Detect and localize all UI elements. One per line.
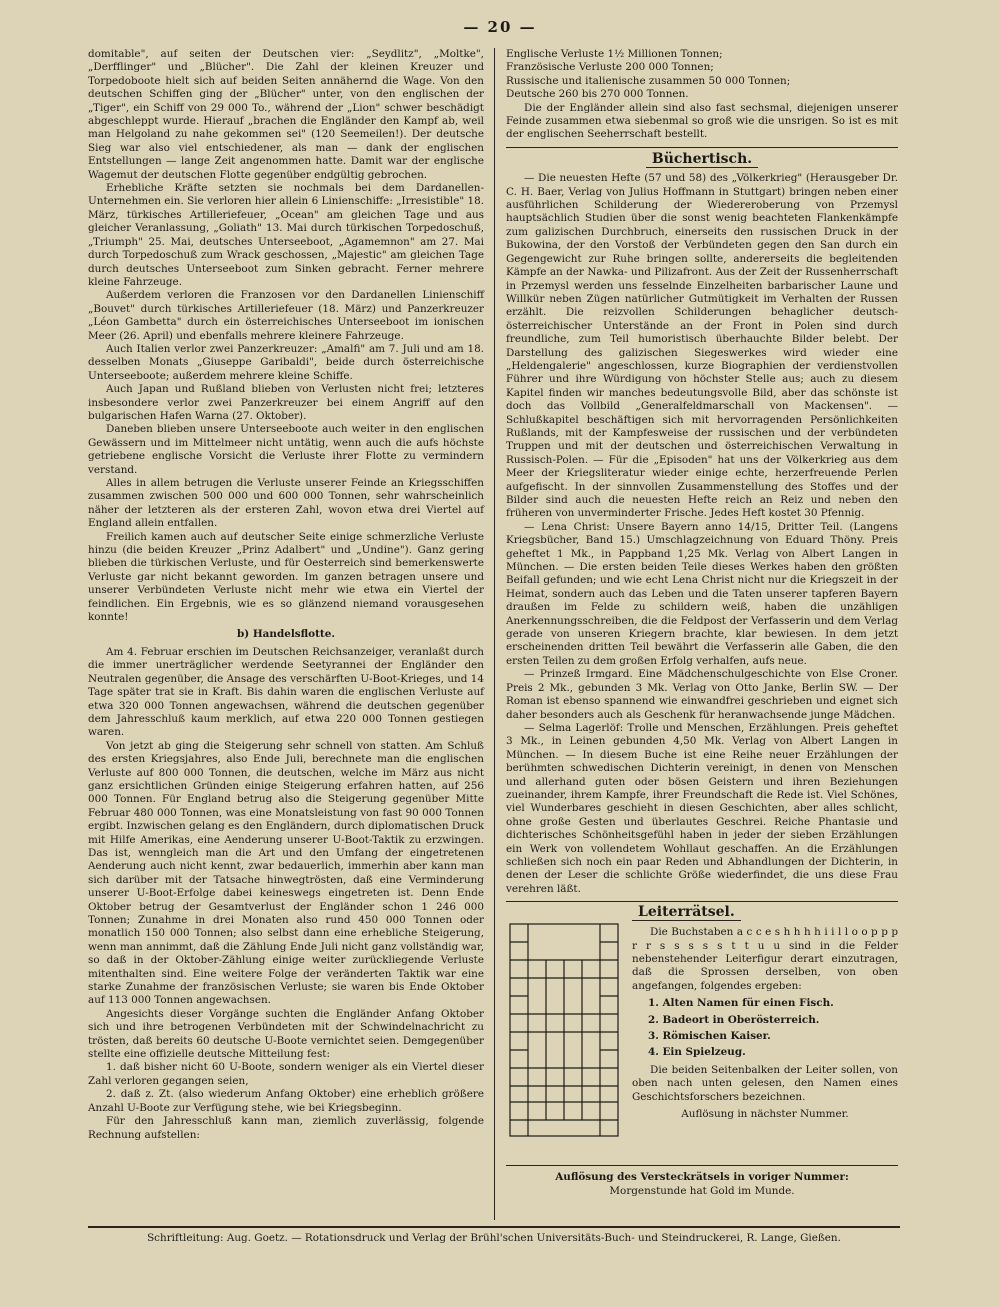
puzzle-clue: 4. Ein Spielzeug. [648, 1046, 746, 1059]
book-review: — Selma Lagerlöf: Trolle und Menschen, Erzählungen. Preis geheftet 3 Mk., in Leinen gebunden 4,50 Mk. Verlag von Albert Langen in München. — In diesem Buche ist eine Reihe neuer Erzählungen der berühmten schwedischen Dichterin vereinigt, in denen von Menschen und allerhand guten oder bösen Geistern und ihren Beziehungen zueinander, ihrem Kampfe, ihrer Freundschaft die Rede ist. Viel Schönes, viel Wunderbares geschieht in diesen Geschichten, aber alles schlicht, ohne große Gesten und überlautes Geschrei. Reiche Phantasie und dichterisches Schönheitsgefühl haben in jeder der sieben Erzählungen ein Werk von vollendetem Wohllaut geschaffen. An die Erzählungen schließen sich noch ein paar Reden und Abhandlungen der Dichterin, in denen der Leser die schlichte Größe wiederfindet, die uns diese Frau verehren läßt. [506, 721, 898, 895]
paragraph: Freilich kamen auch auf deutscher Seite einige schmerzliche Verluste hinzu (die beiden Kreuzer „Prinz Adalbert" und „Undine"). Ganz gering blieben die türkischen Verluste, und für Oesterreich sind bemerkenswerte Verluste gar nicht bekannt geworden. Im ganzen betragen unsere und unserer Verbündeten Verluste nicht mehr wie etwa ein Viertel der feindlichen. Ein Ergebnis, wie es so glänzend niemand vorausgesehen konnte! [88, 530, 484, 624]
paragraph: Von jetzt ab ging die Steigerung sehr schnell von statten. Am Schluß des ersten Kriegsjahres, also Ende Juli, berechnete man die englischen Verluste auf 800 000 Tonnen, die deutschen, welche im März aus nicht ganz ersichtlichen Gründen einige Steigerung erfahren hatten, auf 256 000 Tonnen. Für England betrug also die Steigerung gegenüber Mitte Februar 480 000 Tonnen, was eine Monatsleistung von fast 90 000 Tonnen ergibt. Inzwischen gelang es den Engländern, durch diplomatischen Druck mit Hilfe Amerikas, eine Aenderung unserer U-Boot-Taktik zu erzwingen. Das ist, wenngleich man die Art und den Umfang der eingetretenen Aenderung auch nicht kennt, zwar bedauerlich, immerhin aber kann man sich darüber mit der Tatsache hinwegtrösten, daß eine Verminderung unserer U-Boot-Erfolge dabei keineswegs eingetreten ist. Denn Ende Oktober betrug der Gesamtverlust der Engländer schon 1 246 000 Tonnen; Zunahme in drei Monaten also rund 450 000 Tonnen oder monatlich 150 000 Tonnen; also selbst dann eine erhebliche Steigerung, wenn man annimmt, daß die Zählung Ende Juli nicht ganz vollständig war, so daß in der Oktober-Zählung einige weiter zurückliegende Verluste mitenthalten sind. Eine weitere Folge der veränderten Taktik war eine starke Zunahme der französischen Verluste; sie waren bis Ende Oktober auf 113 000 Tonnen angewachsen. [88, 739, 484, 1007]
left-column [88, 48, 484, 1142]
previous-solution: Morgenstunde hat Gold im Munde. [609, 1184, 795, 1197]
solution-note: Auflösung in nächster Nummer. [681, 1108, 849, 1121]
paragraph: Auch Japan und Rußland blieben von Verlusten nicht frei; letzteres insbesondere verlor zwei Panzerkreuzer bei einem Angriff auf den bulgarischen Hafen Warna (27. Oktober). [88, 383, 484, 422]
puzzle-clue: 1. Alten Namen für einen Fisch. [648, 997, 834, 1010]
page-number: — 20 — [463, 18, 537, 36]
puzzle-heading [632, 906, 898, 919]
list-item: Deutsche 260 bis 270 000 Tonnen. [506, 88, 689, 101]
book-review: — Die neuesten Hefte (57 und 58) des „Völkerkrieg" (Herausgeber Dr. C. H. Baer, Verlag von Julius Hoffmann in Stuttgart) bringen neben einer ausführlichen Schilderung der Wiedereroberung von Przemysl hauptsächlich Studien über die sonst wenig beachteten Flankenkämpfe zum galizischen Durchbruch, einerseits den russischen Druck in der Bukowina, der den Vorstoß der Verbündeten gegen den San durch ein Gegengewicht zur Ruhe bringen sollte, andererseits die begleitenden Kämpfe an der Nawka- und Pilizafront. Aus der Zeit der Russenherrschaft in Przemysl werden uns fesselnde Einzelheiten barbarischer Laune und Willkür neben Zügen natürlicher Gutmütigkeit im Verhalten der Russen erzählt. Die reizvollen Schilderungen behaglicher deutsch-österreichischer Unterstände an der Front in Polen sind durch freundliche, zum Teil humoristisch überhauchte Bilder belebt. Der Darstellung des galizischen Siegeswerkes wird wieder eine „Heldengalerie" angeschlossen, kurze Biographien der verdienstvollen Führer und ihre Würdigung von höchster Stelle aus; auch zu diesem Kapitel finden wir manches bedeutungsvolle Bild, aber das schönste ist doch das Vollbild „Generalfeldmarschall von Mackensen". — Schlußkapitel beschäftigen sich mit hervorragenden Persönlichkeiten Rußlands, mit der Kampfesweise der russischen und der verbündeten Truppen und mit der deutschen und österreichischen Verwaltung in Russisch-Polen. — Für die „Episoden" hat uns der Völkerkrieg aus dem Meer der Kriegsliteratur wieder einige echte, herzerfreuende Perlen aufgefischt. In der sinnvollen Zusammenstellung des Stoffes und der Bilder sind auch die neuesten Hefte reich an Reiz und neben den früheren von unverminderter Frische. Jedes Heft kostet 30 Pfennig. [506, 172, 898, 520]
puzzle-intro: Die Buchstaben a c c e s h h h h i i l l o o p p p r r s s s s s t t u u sind in die Felder nebenstehender Leiterfigur derart einzutragen, daß die Sprossen derselben, von oben angefangen, folgendes ergeben: [632, 926, 898, 992]
paragraph: Für den Jahresschluß kann man, ziemlich zuverlässig, folgende Rechnung aufstellen: [88, 1115, 484, 1141]
paragraph: Am 4. Februar erschien im Deutschen Reichsanzeiger, veranlaßt durch die immer unerträglicher werdende Seetyrannei der Engländer den Neutralen gegenüber, die Ansage des verschärften U-Boot-Krieges, und 14 Tage später trat sie in Kraft. Bis dahin waren die englischen Verluste auf etwa 320 000 Tonnen angewachsen, während die deutschen gegenüber dem Jahresschluß kaum merklich, auf etwa 220 000 Tonnen gestiegen waren. [88, 645, 484, 739]
paragraph: Außerdem verloren die Franzosen vor den Dardanellen Linienschiff „Bouvet" durch türkisches Artilleriefeuer (18. März) und Panzerkreuzer „Léon Gambetta" durch ein österreichisches Unterseeboot im ionischen Meer (26. April) und ebenfalls mehrere kleinere Fahrzeuge. [88, 289, 484, 342]
puzzle-clue: 3. Römischen Kaiser. [648, 1030, 771, 1043]
section-heading: b) Handelsflotte. [237, 628, 335, 641]
paragraph: Angesichts dieser Vorgänge suchten die Engländer Anfang Oktober sich und ihre betrogenen Verbündeten mit der Schwindelnachricht zu trösten, daß bereits 60 deutsche U-Boote vernichtet seien. Demgegenüber stellte eine offizielle deutsche Mitteilung fest: [88, 1007, 484, 1061]
right-column [506, 48, 898, 1198]
paragraph: Auch Italien verlor zwei Panzerkreuzer: „Amalfi" am 7. Juli und am 18. desselben Monats „Giuseppe Garibaldi", beide durch österreichische Unterseeboote; außerdem mehrere kleine Schiffe. [88, 342, 484, 382]
books-heading [506, 150, 898, 167]
puzzle-section [506, 904, 898, 1160]
divider [506, 901, 898, 902]
column-divider [494, 48, 495, 1220]
divider [506, 147, 898, 148]
book-review: — Prinzeß Irmgard. Eine Mädchenschulgeschichte von Else Croner. Preis 2 Mk., gebunden 3 Mk. Verlag von Otto Janke, Berlin SW. — Der Roman ist ebenso spannend wie einwandfrei geschrieben und eignet sich daher besonders auch als Geschenk für heranwachsende junge Mädchen. [506, 668, 898, 721]
paragraph: Die der Engländer allein sind also fast sechsmal, diejenigen unserer Feinde zusammen etwa siebenmal so groß wie die unsrigen. So ist es mit der englischen Seeherrschaft bestellt. [506, 101, 898, 141]
losses-list [506, 48, 898, 102]
list-item: Englische Verluste 1½ Millionen Tonnen; [506, 48, 723, 60]
paragraph: Alles in allem betrugen die Verluste unserer Feinde an Kriegsschiffen zusammen zwischen 500 000 und 600 000 Tonnen, sehr wahrscheinlich näher der letzteren als der ersteren Zahl, wovon etwa drei Viertel auf England allein entfallen. [88, 477, 484, 530]
list-item: Französische Verluste 200 000 Tonnen; [506, 61, 714, 74]
divider [506, 1165, 898, 1166]
previous-solution-title: Auflösung des Versteckrätsels in voriger Nummer: [555, 1171, 849, 1184]
list-item: 2. daß z. Zt. (also wiederum Anfang Oktober) eine erheblich größere Anzahl U-Boote zur Verfügung stehe, wie bei Kriegsbeginn. [88, 1088, 484, 1114]
paragraph: domitable", auf seiten der Deutschen vier: „Seydlitz", „Moltke", „Derfflinger" und „Blücher". Die Zahl der kleinen Kreuzer und Torpedoboote hielt sich auf beiden Seiten annähernd die Wage. Von den deutschen Schiffen ging der „Blücher" unter, von den englischen der „Tiger", ein Schiff von 29 000 To., während der „Lion" schwer beschädigt abgeschleppt wurde. Hierauf „brachen die Engländer den Kampf ab, weil man Helgoland zu nahe gekommen sei" (120 Seemeilen!). Der deutsche Sieg war also viel entschiedener, als man — dank der englischen Entstellungen — lange Zeit angenommen hatte. Damit war der englische Wagemut der deutschen Flotte gegenüber endgültig gebrochen. [88, 48, 484, 181]
puzzle-clue: 2. Badeort in Oberösterreich. [648, 1013, 820, 1026]
book-review: — Lena Christ: Unsere Bayern anno 14/15, Dritter Teil. (Langens Kriegsbücher, Band 15.) Umschlagzeichnung von Eduard Thöny. Preis geheftet 1 Mk., in Pappband 1,25 Mk. Verlag von Albert Langen in München. — Die ersten beiden Teile dieses Werkes haben den größten Beifall gefunden; und wie echt Lena Christ nicht nur die Kriegszeit in der Heimat, sondern auch das Leben und die Taten unserer tapferen Bayern draußen im Felde zu schildern weiß, haben die unzähligen Anerkennungsschreiben, die die Feldpost der Verfasserin und dem Verlag gerade von unseren Kriegern brachte, klar bewiesen. In dem jetzt erscheinenden dritten Teil bewährt die Verfasserin alle Gaben, die den ersten Teilen zu dem großen Erfolg verhalfen, aufs neue. [506, 520, 898, 667]
paragraph: Erhebliche Kräfte setzten sie nochmals bei dem Dardanellen-Unternehmen ein. Sie verloren hier allein 6 Linienschiffe: „Irresistible" 18. März, türkisches Artilleriefeuer, „Ocean" am gleichen Tage und aus gleicher Veranlassung, „Goliath" 13. Mai durch türkischen Torpedoschuß, „Triumph" 25. Mai, deutsches Unterseeboot, „Agamemnon" am 27. Mai durch Torpedoschuß zum Wrack geschossen, „Majestic" am gleichen Tage durch deutsches Unterseeboot zum Sinken gebracht. Ferner mehrere kleine Fahrzeuge. [88, 182, 484, 288]
puzzle-text [632, 926, 898, 1121]
ladder-figure [506, 920, 622, 1140]
puzzle-outro: Die beiden Seitenbalken der Leiter sollen, von oben nach unten gelesen, den Namen eines Geschichtsforschers bezeichnen. [632, 1063, 898, 1103]
paragraph: Daneben blieben unsere Unterseeboote auch weiter in den englischen Gewässern und im Mittelmeer nicht untätig, wenn auch die aufs höchste getriebene englische Vorsicht die Verluste ihrer Flotte zu vermindern verstand. [88, 423, 484, 476]
list-item: Russische und italienische zusammen 50 000 Tonnen; [506, 74, 791, 87]
list-item: 1. daß bisher nicht 60 U-Boote, sondern weniger als ein Viertel dieser Zahl verloren gegangen seien, [88, 1061, 484, 1087]
books-heading-text: Büchertisch. [646, 151, 758, 168]
imprint-footer: Schriftleitung: Aug. Goetz. — Rotationsdruck und Verlag der Brühl'schen Universitäts-Buch- und Steindruckerei, R. Lange, Gießen. [88, 1226, 900, 1244]
puzzle-heading-text: Leiterrätsel. [632, 904, 741, 921]
